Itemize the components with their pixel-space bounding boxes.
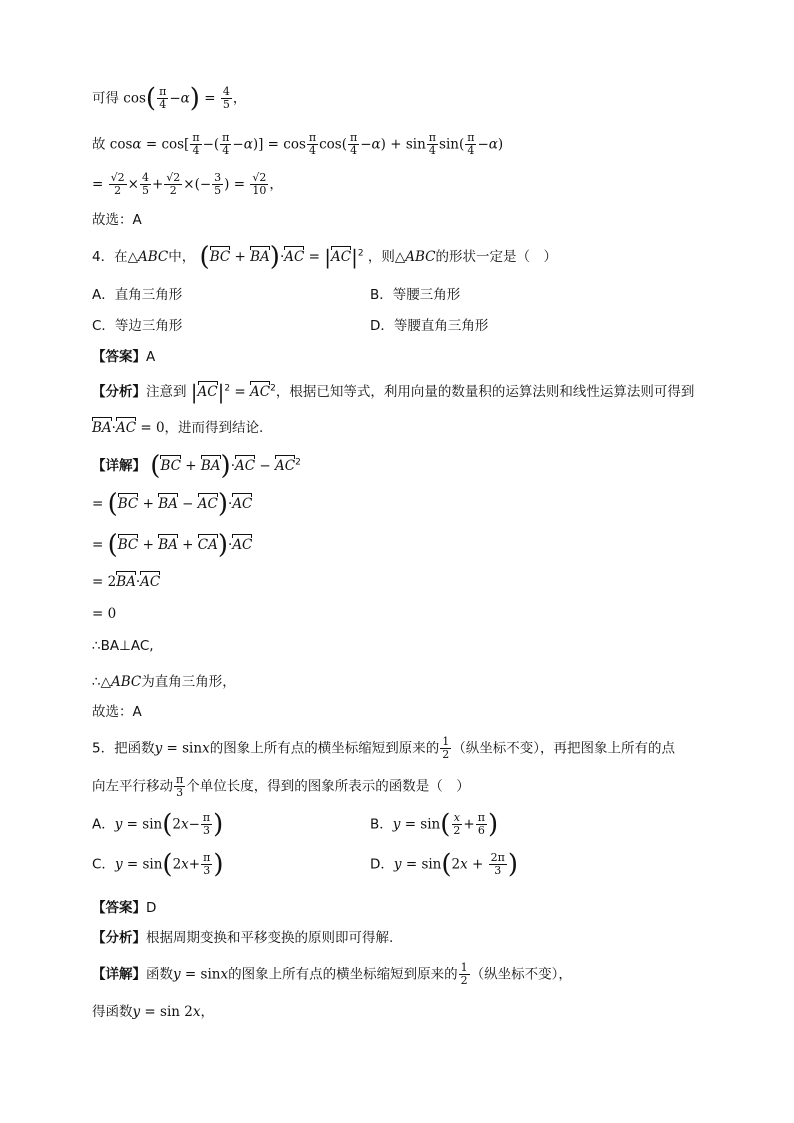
detail-label: 【详解】 xyxy=(92,966,146,983)
answer-label: 【答案】 xyxy=(92,900,146,916)
q5-option-d: D．y = sin(2x + $\frac{2\pi}{3}$ ) xyxy=(370,849,519,880)
text: 为直角三角形， xyxy=(141,674,236,690)
text: 4．在△ xyxy=(92,249,138,265)
q5-option-c: C．y = sin(2x+ $\frac{\pi}{3}$ ) xyxy=(92,849,224,880)
text: ， xyxy=(269,176,283,193)
q4-stem: 4．在△ABC中， $(BC + BA)\cdot AC = |AC|^2$ ，则△ABC的形状一定是（ ） xyxy=(92,242,557,272)
q4-analysis-line2: BA·AC = 0，进而得到结论. xyxy=(92,420,264,436)
analysis-label: 【分析】 xyxy=(92,384,146,400)
text: A． xyxy=(92,816,115,833)
text: 向左平行移动 xyxy=(92,778,173,795)
q5-stem-line2: 向左平行移动 $\frac{\pi}{3}$ 个单位长度，得到的图象所表示的函数是（ ） xyxy=(92,773,470,799)
text: B． xyxy=(370,816,393,833)
text: C． xyxy=(92,856,115,873)
q5-analysis xyxy=(92,926,734,946)
q4-option-a: A．直角三角形 xyxy=(92,287,183,303)
text: D． xyxy=(370,856,394,873)
q4-option-d: D．等腰直角三角形 xyxy=(370,318,489,334)
answer-value: A xyxy=(146,349,156,365)
text: ∴△ xyxy=(92,674,111,690)
q4-detail-line4: = 2BA·AC xyxy=(92,574,161,590)
text: 注意到 xyxy=(146,384,187,400)
sol3-line3: = $\frac{√2}{2}$ × $\frac{4}{5}$ + $\frac{√2}{2}$ ×(− $\frac{3}{5}$ ) = $\frac{√2}{10}$ ， xyxy=(92,171,283,197)
text: ，进而得到结论. xyxy=(164,420,264,436)
detail-label: 【详解】 xyxy=(92,458,146,474)
sol3-choose: 故选：A xyxy=(92,212,142,228)
q4-choose: 故选：A xyxy=(92,704,142,720)
text: （纵坐标不变），再把图象上所有的点 xyxy=(452,740,675,757)
text: ， xyxy=(200,1004,214,1020)
text: 函数 xyxy=(146,966,173,983)
q4-detail-line3: = (BC + BA + CA)·AC xyxy=(92,530,253,560)
analysis-label: 【分析】 xyxy=(92,930,146,946)
text: 5．把函数 xyxy=(92,740,155,757)
q4-detail-line2: = (BC + BA − AC)·AC xyxy=(92,489,253,519)
text: 的图象上所有点的横坐标缩短到原来的 xyxy=(228,966,458,983)
answer-value: D xyxy=(146,900,157,916)
q5-detail: 【详解】函数y = sinx的图象上所有点的横坐标缩短到原来的 $\frac{1}{2}$ （纵坐标不变）， xyxy=(92,961,572,987)
q4-conclusion: ∴△ABC为直角三角形， xyxy=(92,674,236,690)
q4-analysis-line1: 【分析】注意到 $|AC|^2 = AC^2$，根据已知等式，利用向量的数量积的运算法则和线性运算法则可得到 xyxy=(92,380,695,404)
q5-option-b: B．y = sin( $\frac{x}{2}$ + $\frac{\pi}{6}$ ) xyxy=(370,809,499,840)
text: ，根据已知等式，利用向量的数量积的运算法则和线性运算法则可得到 xyxy=(275,384,695,400)
q4-option-c: C．等边三角形 xyxy=(92,318,183,334)
text: 根据周期变换和平移变换的原则即可得解. xyxy=(146,930,394,946)
sol3-line1: 可得 cos( $\frac{\pi}{4}$ −α) = $\frac{4}{5}$ ， xyxy=(92,83,247,114)
q5-answer xyxy=(92,896,734,916)
text: 的图象上所有点的横坐标缩短到原来的 xyxy=(209,740,440,757)
text: 中， xyxy=(168,249,196,265)
text: 得函数 xyxy=(92,1004,133,1020)
text: （纵坐标不变）， xyxy=(470,966,572,983)
answer-label: 【答案】 xyxy=(92,349,146,365)
text: 故 xyxy=(92,136,106,153)
q4-detail-line5: = 0 xyxy=(92,606,117,622)
q5-stem-line1: 5．把函数y = sinx的图象上所有点的横坐标缩短到原来的 $\frac{1}{2}$ （纵坐标不变），再把图象上所有的点 xyxy=(92,735,675,761)
sol3-line2: 故 cosα = cos[ $\frac{\pi}{4}$ −( $\frac{\pi}{4}$ −α)] = cos $\frac{\pi}{4}$ cos( $\frac{\pi}{4}$ −α) + sin $\frac{\pi}{4}$ sin( $\frac{\pi}{4}$ −α) xyxy=(92,131,504,157)
text: ，则△ xyxy=(367,249,406,265)
q5-result: 得函数y = sin 2x， xyxy=(92,1004,214,1020)
q4-detail-line1: 【详解】 $(BC + BA)\cdot AC - AC^2$ xyxy=(92,451,301,481)
q4-perp: ∴BA⊥AC, xyxy=(92,638,154,654)
q4-option-b: B．等腰三角形 xyxy=(370,287,461,303)
q4-answer xyxy=(92,345,734,365)
text: 的形状一定是（ ） xyxy=(435,249,557,265)
text: 可得 xyxy=(92,90,119,107)
q5-option-a: A．y = sin(2x− $\frac{\pi}{3}$ ) xyxy=(92,809,224,840)
text: 个单位长度，得到的图象所表示的函数是（ ） xyxy=(186,778,470,795)
